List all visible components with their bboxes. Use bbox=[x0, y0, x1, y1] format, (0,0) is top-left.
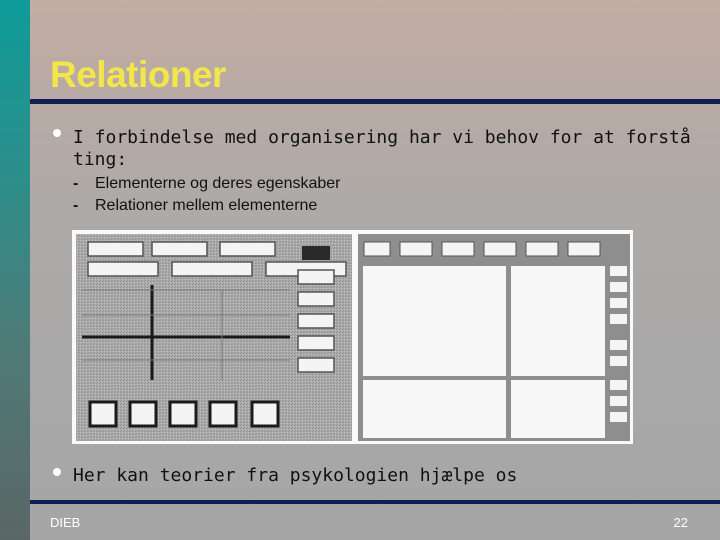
subitem-2-text: Relationer mellem elementerne bbox=[95, 197, 318, 214]
bullet-dot-icon bbox=[53, 468, 61, 476]
bullet-2-text: Her kan teorier fra psykologien hjælpe os bbox=[73, 465, 518, 486]
dash-icon: - bbox=[73, 197, 79, 214]
title-rule bbox=[30, 99, 720, 104]
footer-rule bbox=[30, 500, 720, 504]
layout-sketch-image bbox=[72, 230, 633, 444]
subitem-1-text: Elementerne og deres egenskaber bbox=[95, 175, 341, 192]
subitem-2 bbox=[73, 197, 317, 215]
bullet-dot-icon bbox=[53, 129, 61, 137]
footer-label: DIEB bbox=[50, 515, 81, 530]
dash-icon: - bbox=[73, 175, 79, 192]
bullet-1-text: I forbindelse med organisering har vi behov for at forstå ting: bbox=[73, 127, 691, 170]
left-accent-bar bbox=[0, 0, 30, 540]
subitem-1 bbox=[73, 175, 341, 193]
slide-title: Relationer bbox=[50, 54, 226, 95]
page-number: 22 bbox=[673, 515, 688, 530]
layout-comparison-figure bbox=[72, 230, 633, 444]
